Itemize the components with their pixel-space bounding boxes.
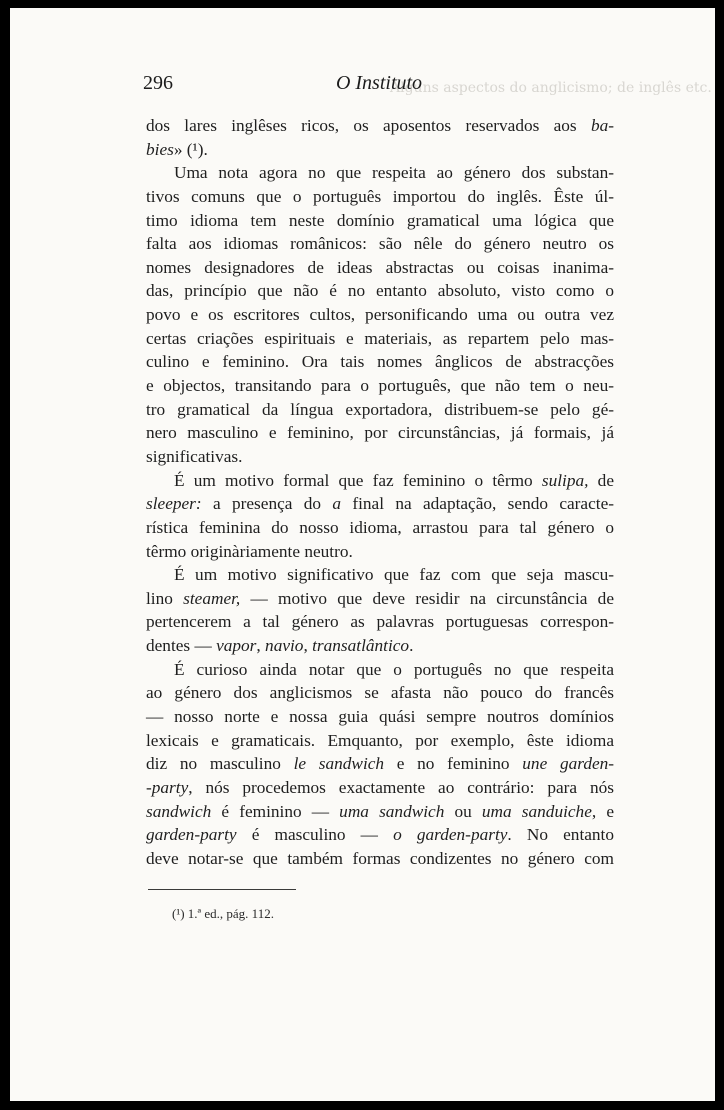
text-line (146, 114, 614, 138)
text-line (146, 823, 614, 847)
italic-term: le sandwich (293, 754, 385, 774)
text-run: , (303, 636, 313, 656)
footnote-rule (148, 889, 296, 890)
text-run: . No entanto (507, 825, 614, 845)
text-line (146, 350, 614, 374)
text-run: É curioso ainda notar que o português no que respeita (174, 659, 614, 679)
italic-term: une garden- (522, 754, 615, 774)
text-run: dos lares inglêses ricos, os aposentos reservados aos (146, 116, 591, 135)
text-line (146, 705, 614, 729)
italic-term: garden-party (146, 825, 237, 845)
text-line (146, 445, 614, 469)
text-run: , nós procedemos exactamente ao contrário: para nós (188, 777, 614, 797)
text-line (146, 279, 614, 303)
text-run: diz no masculino (146, 754, 294, 774)
text-run: — nosso norte e nossa guia quási sempre noutros domínios (146, 707, 614, 727)
text-line (146, 327, 614, 351)
text-run: a presença do (201, 494, 333, 514)
text-run: É um motivo formal que faz feminino o têrmo (174, 470, 542, 490)
text-line (146, 729, 614, 753)
text-run: é masculino — (236, 825, 394, 845)
italic-term: uma sanduiche (481, 801, 592, 821)
text-line (146, 232, 614, 256)
italic-term: ba- (590, 116, 614, 135)
italic-term: -party (146, 777, 189, 797)
text-run: É um motivo significativo que faz com que seja mascu- (174, 565, 614, 585)
text-line (146, 847, 614, 871)
text-line (146, 587, 614, 611)
text-run: significativas. (146, 446, 243, 466)
text-line (146, 161, 614, 185)
italic-term: steamer, (183, 588, 241, 608)
text-run: Uma nota agora no que respeita ao género dos substan- (174, 163, 614, 183)
page-number: 296 (143, 72, 173, 94)
text-run: certas criações espirituais e materiais, as repartem pelo mas- (146, 328, 614, 348)
text-run: » (¹). (173, 139, 208, 159)
text-run: lino (146, 588, 184, 608)
text-run: , (256, 636, 266, 656)
text-line (146, 681, 614, 705)
text-run: das, princípio que não é no entanto absoluto, visto como o (146, 281, 614, 301)
text-line (146, 138, 614, 162)
italic-term: vapor (216, 636, 257, 656)
text-run: de (588, 470, 614, 490)
italic-term: bies (146, 139, 174, 159)
text-run: tivos comuns que o português importou do inglês. Êste úl- (146, 186, 614, 206)
text-run: é feminino — (211, 801, 340, 821)
text-line (146, 421, 614, 445)
text-run: nero masculino e feminino, por circunstâncias, já formais, já (146, 423, 614, 443)
text-run: têrmo originàriamente neutro. (146, 541, 353, 561)
italic-term: transatlântico (312, 636, 410, 656)
text-run: ao género dos anglicismos se afasta não pouco do francês (146, 683, 614, 703)
italic-term: o garden-party (393, 825, 508, 845)
text-line (146, 185, 614, 209)
running-title: O Instituto (335, 72, 423, 94)
page-header (143, 72, 615, 98)
body-text (146, 114, 614, 871)
text-line (146, 398, 614, 422)
italic-term: navio (265, 636, 304, 656)
text-run: timo idioma tem neste domínio gramatical uma lógica que (146, 210, 614, 230)
italic-term: sandwich (146, 801, 212, 821)
text-line (146, 303, 614, 327)
text-run: povo e os escritores cultos, personificando uma ou outra vez (146, 305, 614, 325)
text-run: final na adaptação, sendo caracte- (341, 494, 614, 514)
text-run: ou (444, 801, 482, 821)
text-line (146, 256, 614, 280)
text-run: . (409, 636, 414, 656)
text-line (146, 209, 614, 233)
text-run: rística feminina do nosso idioma, arrastou para tal género o (146, 517, 614, 537)
footnote: (¹) 1.ª ed., pág. 112. (172, 906, 274, 921)
text-run: , e (591, 801, 614, 821)
italic-term: sulipa, (541, 470, 589, 490)
text-line (146, 634, 614, 658)
text-line (146, 752, 614, 776)
text-run: dentes — (146, 636, 217, 656)
text-line (146, 516, 614, 540)
text-run: nomes designadores de ideas abstractas ou coisas inanima- (146, 257, 614, 277)
text-line (146, 776, 614, 800)
text-run: — motivo que deve residir na circunstância de (240, 588, 614, 608)
text-line (146, 800, 614, 824)
italic-term: sleeper: (146, 494, 202, 514)
text-line (146, 374, 614, 398)
italic-term: a (332, 494, 342, 514)
text-run: deve notar-se que também formas condizentes no género com (146, 848, 614, 868)
text-run: culino e feminino. Ora tais nomes ânglicos de abstracções (146, 352, 614, 372)
text-run: e objectos, transitando para o português, que não tem o neu- (146, 376, 614, 396)
text-run: tro gramatical da língua exportadora, distribuem-se pelo gé- (146, 399, 614, 419)
text-line (146, 492, 614, 516)
text-line (146, 610, 614, 634)
text-run: lexicais e gramaticais. Emquanto, por exemplo, êste idioma (146, 730, 614, 750)
text-run: pertencerem a tal género as palavras portuguesas correspon- (146, 612, 614, 632)
text-line (146, 658, 614, 682)
text-run: e no feminino (384, 754, 523, 774)
text-line (146, 540, 614, 564)
text-line (146, 563, 614, 587)
italic-term: uma sandwich (339, 801, 445, 821)
text-run: falta aos idiomas românicos: são nêle do género neutro os (146, 234, 614, 254)
bleed-through-text: Alguns aspectos do anglicismo; de inglês etc. (390, 80, 712, 96)
text-line (146, 469, 614, 493)
